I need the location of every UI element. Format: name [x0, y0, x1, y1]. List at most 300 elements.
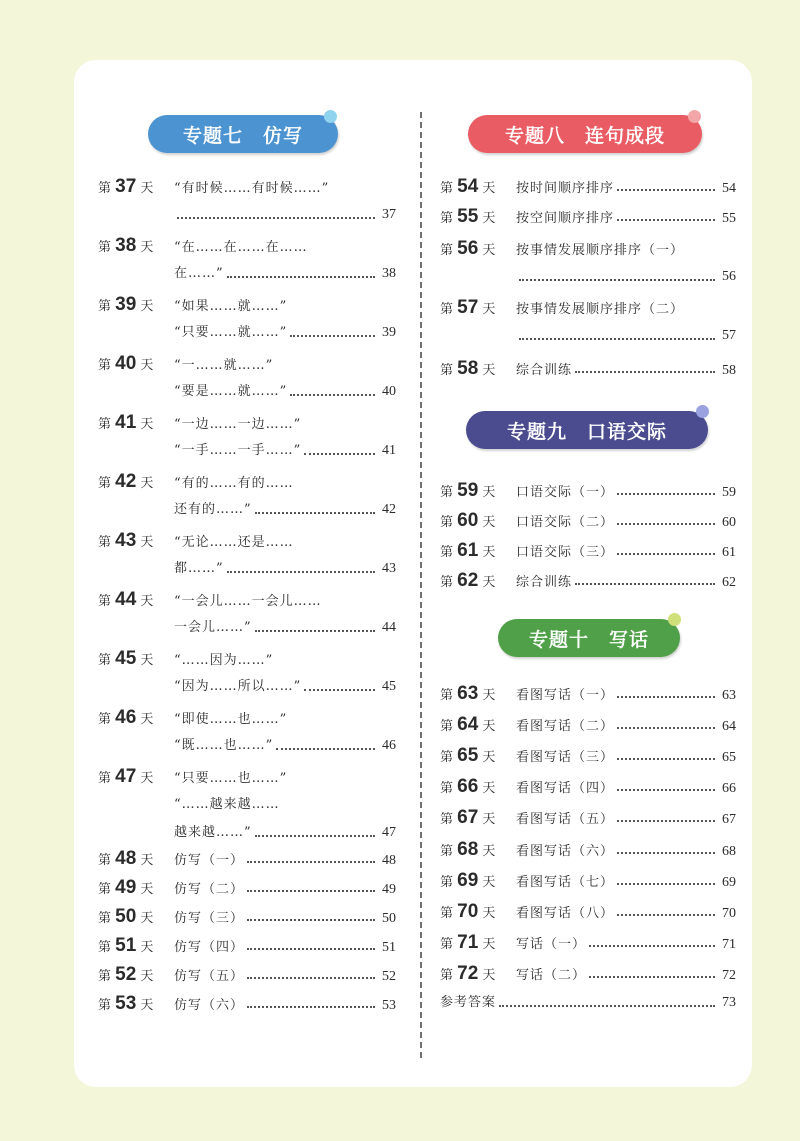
- day-suffix: 天: [478, 719, 496, 734]
- dot-leader: [304, 689, 375, 691]
- toc-line: [440, 898, 736, 926]
- page-number: 56: [722, 269, 736, 284]
- dot-leader: [499, 1005, 715, 1007]
- day-suffix: 天: [136, 594, 154, 609]
- toc-entry: [98, 586, 396, 642]
- entry-title: 看图写话（二）: [516, 719, 615, 734]
- toc-entry: [98, 845, 396, 873]
- entry-title: 还有的……”: [174, 502, 252, 517]
- dot-leader: [247, 861, 375, 863]
- page-number: 61: [722, 545, 736, 560]
- page-number: 48: [382, 853, 396, 868]
- toc-line: [98, 874, 396, 902]
- dot-leader: [575, 583, 715, 585]
- toc-line: [440, 477, 736, 505]
- day-number: 53: [115, 993, 137, 1014]
- day-number: 55: [457, 206, 479, 227]
- answers-entry: [440, 989, 736, 1017]
- day-number: 47: [115, 766, 137, 787]
- toc-line: [440, 804, 736, 832]
- dot-leader: [617, 789, 715, 791]
- page-number: 53: [382, 998, 396, 1013]
- day-label: [440, 294, 516, 324]
- day-number: 48: [115, 848, 137, 869]
- day-prefix: 第: [98, 653, 116, 668]
- day-number: 43: [115, 530, 137, 551]
- answers-title: 参考答案: [440, 995, 497, 1010]
- day-label: [440, 898, 516, 928]
- day-label: [98, 291, 174, 321]
- entry-title: 看图写话（八）: [516, 906, 615, 921]
- entry-title: 综合训练: [516, 363, 573, 378]
- dot-leader: [617, 553, 715, 555]
- dot-leader: [290, 335, 375, 337]
- day-suffix: 天: [136, 771, 154, 786]
- day-suffix: 天: [478, 485, 496, 500]
- toc-entry: [440, 235, 736, 291]
- page-number: 38: [382, 266, 396, 281]
- day-number: 57: [457, 297, 479, 318]
- day-prefix: 第: [98, 240, 116, 255]
- day-suffix: 天: [478, 688, 496, 703]
- toc-line: [440, 355, 736, 383]
- day-number: 70: [457, 901, 479, 922]
- entry-title: 按事情发展顺序排序（二）: [516, 302, 685, 317]
- entry-title: 在……”: [174, 266, 224, 281]
- day-suffix: 天: [478, 211, 496, 226]
- toc-line: [98, 732, 396, 760]
- day-prefix: 第: [98, 712, 116, 727]
- day-label: [440, 507, 516, 537]
- day-label: [98, 468, 174, 498]
- entry-title: 越来越……”: [174, 825, 252, 840]
- toc-line: [98, 791, 396, 819]
- day-number: 50: [115, 906, 137, 927]
- dot-leader: [589, 976, 715, 978]
- day-suffix: 天: [136, 653, 154, 668]
- day-number: 61: [457, 540, 479, 561]
- day-number: 56: [457, 238, 479, 259]
- dot-leader: [276, 748, 375, 750]
- dot-leader: [617, 523, 715, 525]
- entry-title: 仿写（三）: [174, 911, 245, 926]
- entry-title: “要是……就……”: [174, 384, 288, 399]
- entry-title: 仿写（五）: [174, 969, 245, 984]
- day-suffix: 天: [136, 417, 154, 432]
- day-number: 60: [457, 510, 479, 531]
- page-number: 51: [382, 940, 396, 955]
- toc-line: [440, 960, 736, 988]
- toc-line: [440, 537, 736, 565]
- toc-entry: [440, 898, 736, 926]
- toc-line: [98, 819, 396, 847]
- toc-entry: [98, 763, 396, 847]
- page-number: 44: [382, 620, 396, 635]
- day-label: [440, 960, 516, 990]
- section-badge-8: 专题八 连句成段: [468, 115, 702, 153]
- entry-title: “……因为……”: [174, 653, 274, 668]
- page-number: 39: [382, 325, 396, 340]
- dot-leader: [617, 914, 715, 916]
- day-label: [98, 704, 174, 734]
- day-suffix: 天: [478, 968, 496, 983]
- page-number: 50: [382, 911, 396, 926]
- day-prefix: 第: [98, 594, 116, 609]
- entry-title: “因为……所以……”: [174, 679, 302, 694]
- day-suffix: 天: [478, 906, 496, 921]
- toc-entry: [440, 203, 736, 231]
- entry-title: 看图写话（三）: [516, 750, 615, 765]
- day-label: [98, 932, 174, 962]
- entry-title: “一手……一手……”: [174, 443, 302, 458]
- toc-line: [440, 989, 736, 1017]
- day-label: [98, 903, 174, 933]
- day-label: [440, 235, 516, 265]
- toc-line: [98, 496, 396, 524]
- toc-line: [98, 378, 396, 406]
- day-suffix: 天: [136, 998, 154, 1013]
- toc-line: [440, 173, 736, 201]
- day-prefix: 第: [440, 302, 458, 317]
- day-number: 46: [115, 707, 137, 728]
- toc-line: [98, 586, 396, 614]
- toc-line: [98, 409, 396, 437]
- page-number: 58: [722, 363, 736, 378]
- toc-line: [440, 742, 736, 770]
- page-number: 68: [722, 844, 736, 859]
- day-prefix: 第: [98, 535, 116, 550]
- page-number: 45: [382, 679, 396, 694]
- day-prefix: 第: [440, 211, 458, 226]
- day-number: 51: [115, 935, 137, 956]
- day-label: [98, 409, 174, 439]
- day-label: [98, 350, 174, 380]
- dot-leader: [617, 727, 715, 729]
- day-label: [440, 711, 516, 741]
- toc-line: [98, 173, 396, 201]
- day-number: 72: [457, 963, 479, 984]
- toc-entry: [98, 173, 396, 229]
- toc-line: [98, 704, 396, 732]
- toc-line: [440, 507, 736, 535]
- entry-title: “既……也……”: [174, 738, 274, 753]
- toc-entry: [440, 804, 736, 832]
- day-number: 63: [457, 683, 479, 704]
- day-prefix: 第: [440, 906, 458, 921]
- toc-entry: [98, 409, 396, 465]
- dot-leader: [519, 279, 715, 281]
- day-suffix: 天: [478, 515, 496, 530]
- toc-line: [440, 203, 736, 231]
- entry-title: “有的……有的……: [174, 476, 294, 491]
- entry-title: “在……在……在……: [174, 240, 308, 255]
- toc-entry: [98, 704, 396, 760]
- page-number: 55: [722, 211, 736, 226]
- page-number: 54: [722, 181, 736, 196]
- toc-entry: [440, 929, 736, 957]
- decor-dot-icon: [668, 613, 681, 626]
- decor-dot-icon: [324, 110, 337, 123]
- entry-title: 仿写（六）: [174, 998, 245, 1013]
- day-suffix: 天: [136, 940, 154, 955]
- dot-leader: [255, 835, 375, 837]
- toc-entry: [440, 507, 736, 535]
- dot-leader: [227, 571, 375, 573]
- toc-line: [98, 527, 396, 555]
- page-number: 69: [722, 875, 736, 890]
- day-label: [98, 527, 174, 557]
- page-number: 72: [722, 968, 736, 983]
- day-label: [440, 173, 516, 203]
- dot-leader: [617, 758, 715, 760]
- dot-leader: [617, 493, 715, 495]
- day-prefix: 第: [440, 688, 458, 703]
- day-suffix: 天: [136, 181, 154, 196]
- day-suffix: 天: [478, 545, 496, 560]
- day-prefix: 第: [98, 358, 116, 373]
- toc-entry: [440, 567, 736, 595]
- toc-entry: [440, 867, 736, 895]
- page-number: 71: [722, 937, 736, 952]
- toc-line: [440, 294, 736, 322]
- toc-line: [98, 350, 396, 378]
- toc-line: [98, 645, 396, 673]
- day-prefix: 第: [440, 719, 458, 734]
- day-suffix: 天: [478, 363, 496, 378]
- toc-line: [98, 468, 396, 496]
- day-prefix: 第: [440, 812, 458, 827]
- day-number: 59: [457, 480, 479, 501]
- page-number: 52: [382, 969, 396, 984]
- day-number: 38: [115, 235, 137, 256]
- section-badge-10: 专题十 写话: [498, 619, 680, 657]
- dot-leader: [247, 977, 375, 979]
- day-suffix: 天: [478, 812, 496, 827]
- toc-line: [98, 763, 396, 791]
- toc-entry: [98, 232, 396, 288]
- day-prefix: 第: [98, 911, 116, 926]
- day-suffix: 天: [136, 853, 154, 868]
- day-prefix: 第: [440, 243, 458, 258]
- entry-title: 看图写话（四）: [516, 781, 615, 796]
- dot-leader: [617, 883, 715, 885]
- dot-leader: [247, 948, 375, 950]
- toc-entry: [440, 537, 736, 565]
- toc-line: [440, 929, 736, 957]
- toc-entry: [98, 990, 396, 1018]
- day-suffix: 天: [478, 302, 496, 317]
- toc-entry: [98, 903, 396, 931]
- day-suffix: 天: [478, 181, 496, 196]
- dot-leader: [617, 219, 715, 221]
- day-label: [440, 836, 516, 866]
- day-number: 58: [457, 358, 479, 379]
- toc-line: [440, 836, 736, 864]
- dot-leader: [617, 820, 715, 822]
- entry-title: “只要……就……”: [174, 325, 288, 340]
- toc-entry: [98, 932, 396, 960]
- day-suffix: 天: [136, 712, 154, 727]
- entry-title: “一……就……”: [174, 358, 274, 373]
- page-number: 66: [722, 781, 736, 796]
- entry-title: “只要……也……”: [174, 771, 288, 786]
- dot-leader: [255, 512, 375, 514]
- day-suffix: 天: [478, 937, 496, 952]
- dot-leader: [247, 919, 375, 921]
- day-number: 64: [457, 714, 479, 735]
- toc-entry: [440, 680, 736, 708]
- toc-line: [440, 867, 736, 895]
- toc-line: [98, 845, 396, 873]
- toc-entry: [440, 294, 736, 350]
- day-suffix: 天: [136, 911, 154, 926]
- dot-leader: [227, 276, 375, 278]
- dot-leader: [304, 453, 375, 455]
- toc-line: [98, 260, 396, 288]
- toc-entry: [98, 291, 396, 347]
- dot-leader: [247, 890, 375, 892]
- day-label: [98, 232, 174, 262]
- day-label: [440, 477, 516, 507]
- toc-entry: [440, 960, 736, 988]
- page-number: 59: [722, 485, 736, 500]
- day-number: 39: [115, 294, 137, 315]
- section-badge-9: 专题九 口语交际: [466, 411, 708, 449]
- day-suffix: 天: [478, 243, 496, 258]
- day-number: 68: [457, 839, 479, 860]
- toc-line: [98, 319, 396, 347]
- day-label: [440, 537, 516, 567]
- page-number: 49: [382, 882, 396, 897]
- toc-line: [98, 961, 396, 989]
- day-suffix: 天: [136, 969, 154, 984]
- day-suffix: 天: [136, 358, 154, 373]
- day-number: 69: [457, 870, 479, 891]
- toc-line: [440, 711, 736, 739]
- toc-line: [440, 773, 736, 801]
- day-prefix: 第: [98, 853, 116, 868]
- day-prefix: 第: [98, 181, 116, 196]
- toc-line: [98, 555, 396, 583]
- toc-entry: [98, 645, 396, 701]
- day-number: 40: [115, 353, 137, 374]
- page-number: 60: [722, 515, 736, 530]
- day-prefix: 第: [440, 515, 458, 530]
- day-prefix: 第: [98, 998, 116, 1013]
- day-number: 54: [457, 176, 479, 197]
- dot-leader: [617, 696, 715, 698]
- page-number: 63: [722, 688, 736, 703]
- toc-line: [440, 263, 736, 291]
- day-number: 62: [457, 570, 479, 591]
- entry-title: “一会儿……一会儿……: [174, 594, 322, 609]
- toc-entry: [98, 527, 396, 583]
- day-prefix: 第: [98, 417, 116, 432]
- day-suffix: 天: [478, 750, 496, 765]
- toc-entry: [440, 711, 736, 739]
- day-prefix: 第: [440, 875, 458, 890]
- entry-title: 仿写（二）: [174, 882, 245, 897]
- entry-title: 看图写话（一）: [516, 688, 615, 703]
- dot-leader: [519, 338, 715, 340]
- page-number: 40: [382, 384, 396, 399]
- toc-line: [98, 903, 396, 931]
- day-prefix: 第: [440, 181, 458, 196]
- toc-line: [440, 235, 736, 263]
- toc-line: [98, 673, 396, 701]
- entry-title: 都……”: [174, 561, 224, 576]
- day-suffix: 天: [136, 240, 154, 255]
- entry-title: “如果……就……”: [174, 299, 288, 314]
- page-number: 41: [382, 443, 396, 458]
- day-prefix: 第: [98, 940, 116, 955]
- toc-line: [440, 680, 736, 708]
- day-number: 71: [457, 932, 479, 953]
- dot-leader: [617, 852, 715, 854]
- day-prefix: 第: [98, 771, 116, 786]
- day-label: [440, 742, 516, 772]
- dot-leader: [255, 630, 375, 632]
- page-number: 73: [722, 995, 736, 1010]
- page-number: 64: [722, 719, 736, 734]
- dot-leader: [247, 1006, 375, 1008]
- day-number: 52: [115, 964, 137, 985]
- toc-entry: [440, 355, 736, 383]
- entry-title: 仿写（四）: [174, 940, 245, 955]
- day-number: 65: [457, 745, 479, 766]
- toc-entry: [440, 836, 736, 864]
- toc-line: [98, 437, 396, 465]
- entry-title: 按时间顺序排序: [516, 181, 615, 196]
- page-number: 42: [382, 502, 396, 517]
- toc-line: [98, 201, 396, 229]
- day-number: 44: [115, 589, 137, 610]
- toc-entry: [440, 173, 736, 201]
- entry-title: 口语交际（一）: [516, 485, 615, 500]
- day-number: 42: [115, 471, 137, 492]
- day-label: [98, 990, 174, 1020]
- toc-line: [98, 232, 396, 260]
- toc-entry: [440, 477, 736, 505]
- toc-line: [98, 932, 396, 960]
- entry-title: “一边……一边……”: [174, 417, 302, 432]
- day-label: [98, 763, 174, 793]
- day-label: [98, 645, 174, 675]
- toc-entry: [98, 874, 396, 902]
- day-label: [440, 680, 516, 710]
- entry-title: “……越来越……: [174, 797, 280, 812]
- day-prefix: 第: [440, 545, 458, 560]
- entry-title: “有时候……有时候……”: [174, 181, 330, 196]
- toc-line: [98, 291, 396, 319]
- day-label: [440, 567, 516, 597]
- toc-line: [98, 614, 396, 642]
- toc-entry: [98, 350, 396, 406]
- day-label: [440, 929, 516, 959]
- day-label: [98, 845, 174, 875]
- day-number: 67: [457, 807, 479, 828]
- page-number: 46: [382, 738, 396, 753]
- day-prefix: 第: [440, 750, 458, 765]
- column-divider: [420, 112, 422, 1058]
- toc-entry: [98, 468, 396, 524]
- page-number: 67: [722, 812, 736, 827]
- entry-title: 按事情发展顺序排序（一）: [516, 243, 685, 258]
- page-number: 47: [382, 825, 396, 840]
- day-suffix: 天: [478, 575, 496, 590]
- entry-title: 写话（二）: [516, 968, 587, 983]
- entry-title: 看图写话（五）: [516, 812, 615, 827]
